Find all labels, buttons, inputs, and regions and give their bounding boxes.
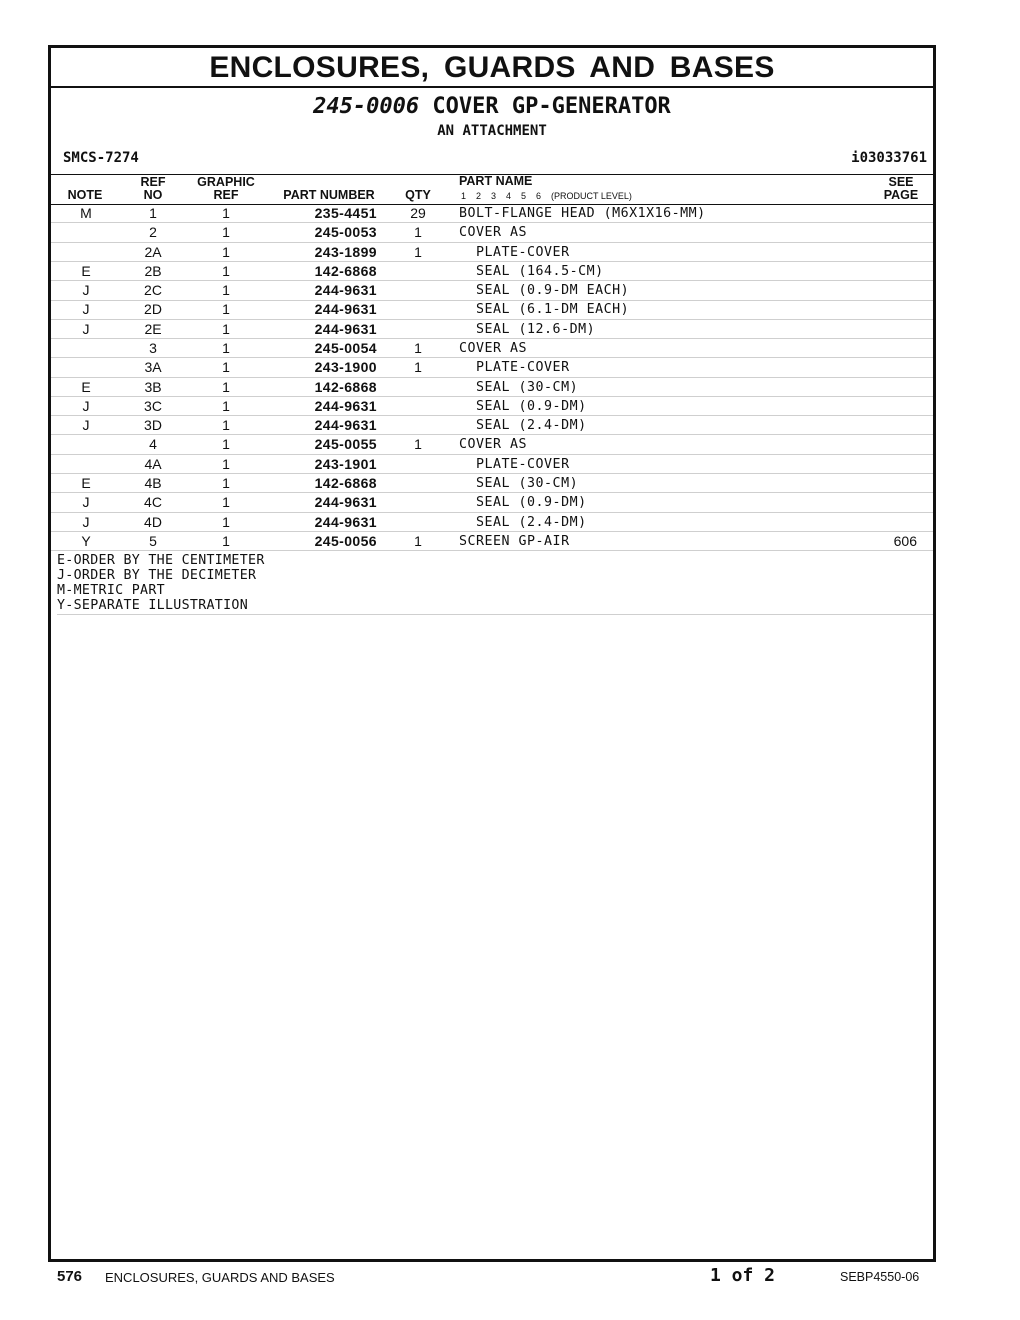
row-qty: 29 xyxy=(410,205,426,221)
row-graphic-ref: 1 xyxy=(222,378,230,395)
row-part-number: 244-9631 xyxy=(314,301,377,318)
row-ref-no: 4D xyxy=(144,513,162,530)
section-title: ENCLOSURES, GUARDS AND BASES xyxy=(51,48,933,88)
row-note: J xyxy=(82,301,90,318)
row-note: E xyxy=(81,474,91,491)
col-ref-no-top: REF xyxy=(140,175,166,189)
table-row xyxy=(51,456,933,474)
table-row xyxy=(51,205,933,223)
table-row xyxy=(51,494,933,512)
group-name: COVER GP-GENERATOR xyxy=(432,94,671,119)
row-part-number: 244-9631 xyxy=(314,513,377,530)
row-part-number: 142-6868 xyxy=(314,378,377,395)
row-part-number: 245-0053 xyxy=(314,224,377,241)
col-product-level: 1 2 3 4 5 6 (PRODUCT LEVEL) xyxy=(461,191,632,201)
row-ref-no: 4C xyxy=(144,494,162,511)
row-ref-no: 2B xyxy=(144,262,162,279)
row-qty: 1 xyxy=(414,436,422,453)
illustration-id: i03033761 xyxy=(851,150,927,166)
row-part-name: SCREEN GP-AIR xyxy=(459,533,570,549)
row-part-number: 244-9631 xyxy=(314,417,377,434)
row-graphic-ref: 1 xyxy=(222,436,230,453)
table-row xyxy=(51,514,933,532)
row-graphic-ref: 1 xyxy=(222,359,230,376)
row-part-name: BOLT-FLANGE HEAD (M6X1X16-MM) xyxy=(459,206,706,221)
row-part-number: 243-1901 xyxy=(314,455,377,472)
note-line: M-METRIC PART xyxy=(57,583,165,599)
row-part-number: 245-0055 xyxy=(314,436,377,453)
row-note: J xyxy=(82,282,90,299)
row-part-name: SEAL (164.5-CM) xyxy=(459,263,604,279)
row-part-name: SEAL (0.9-DM) xyxy=(459,495,587,511)
row-part-name: SEAL (0.9-DM) xyxy=(459,398,587,414)
table-row xyxy=(51,301,933,319)
row-graphic-ref: 1 xyxy=(222,494,230,511)
notes-legend xyxy=(57,553,933,615)
row-note: J xyxy=(82,494,90,511)
row-graphic-ref: 1 xyxy=(222,474,230,491)
col-graphic-ref-bottom: REF xyxy=(213,188,239,202)
row-ref-no: 5 xyxy=(149,532,157,549)
row-part-number: 245-0054 xyxy=(314,339,377,356)
row-part-name: COVER AS xyxy=(459,437,528,453)
row-qty: 1 xyxy=(414,243,422,260)
row-qty: 1 xyxy=(414,224,422,241)
row-ref-no: 3D xyxy=(144,417,162,434)
table-row xyxy=(51,224,933,242)
row-note: Y xyxy=(81,532,91,549)
row-ref-no: 3A xyxy=(144,359,162,376)
row-part-name: COVER AS xyxy=(459,225,528,241)
table-row xyxy=(51,340,933,358)
row-ref-no: 3 xyxy=(149,339,157,356)
row-part-number: 243-1899 xyxy=(314,243,377,260)
footer-page-number: 576 xyxy=(57,1268,83,1285)
table-row xyxy=(51,321,933,339)
table-row xyxy=(51,379,933,397)
footer-document-id: SEBP4550-06 xyxy=(840,1270,920,1284)
group-number: 245-0006 xyxy=(313,94,420,119)
footer-page-of: 1 of 2 xyxy=(710,1265,776,1286)
note-line: E-ORDER BY THE CENTIMETER xyxy=(57,553,265,569)
row-see-page: 606 xyxy=(893,532,917,549)
row-graphic-ref: 1 xyxy=(222,205,230,221)
row-ref-no: 2D xyxy=(144,301,162,318)
row-part-name: COVER AS xyxy=(459,340,528,356)
row-graphic-ref: 1 xyxy=(222,282,230,299)
row-ref-no: 1 xyxy=(149,205,157,221)
table-row xyxy=(51,263,933,281)
parts-list xyxy=(51,205,933,552)
col-see-page-bottom: PAGE xyxy=(883,188,919,202)
row-part-number: 235-4451 xyxy=(314,205,377,221)
row-ref-no: 4B xyxy=(144,474,162,491)
col-ref-no-bottom: NO xyxy=(143,188,163,202)
row-qty: 1 xyxy=(414,339,422,356)
row-note: J xyxy=(82,513,90,530)
table-row xyxy=(51,282,933,300)
smcs-code: SMCS-7274 xyxy=(63,150,139,166)
row-graphic-ref: 1 xyxy=(222,397,230,414)
row-note: E xyxy=(81,378,91,395)
row-note: J xyxy=(82,417,90,434)
row-graphic-ref: 1 xyxy=(222,262,230,279)
row-graphic-ref: 1 xyxy=(222,417,230,434)
row-graphic-ref: 1 xyxy=(222,320,230,337)
row-part-name: PLATE-COVER xyxy=(459,360,570,376)
row-part-name: SEAL (12.6-DM) xyxy=(459,321,596,337)
row-part-number: 244-9631 xyxy=(314,494,377,511)
row-part-number: 244-9631 xyxy=(314,397,377,414)
row-ref-no: 3B xyxy=(144,378,162,395)
row-part-number: 243-1900 xyxy=(314,359,377,376)
row-part-number: 142-6868 xyxy=(314,262,377,279)
table-header xyxy=(51,174,933,205)
row-part-number: 244-9631 xyxy=(314,282,377,299)
footer-section: ENCLOSURES, GUARDS AND BASES xyxy=(105,1270,335,1285)
row-note: M xyxy=(80,205,92,221)
row-part-number: 245-0056 xyxy=(314,532,377,549)
row-graphic-ref: 1 xyxy=(222,339,230,356)
col-part-number: PART NUMBER xyxy=(283,188,375,202)
row-ref-no: 2E xyxy=(144,320,162,337)
row-ref-no: 3C xyxy=(144,397,162,414)
subtitle: AN ATTACHMENT xyxy=(437,123,547,139)
row-part-name: SEAL (0.9-DM EACH) xyxy=(459,283,630,299)
note-line: J-ORDER BY THE DECIMETER xyxy=(57,568,257,584)
row-part-name: SEAL (6.1-DM EACH) xyxy=(459,302,630,318)
row-graphic-ref: 1 xyxy=(222,532,230,549)
row-part-name: SEAL (2.4-DM) xyxy=(459,514,587,530)
table-row xyxy=(51,398,933,416)
col-graphic-ref-top: GRAPHIC xyxy=(197,175,255,189)
group-title xyxy=(51,94,933,120)
col-note: NOTE xyxy=(67,188,103,202)
row-part-name: PLATE-COVER xyxy=(459,456,570,472)
row-ref-no: 2C xyxy=(144,282,162,299)
table-row xyxy=(51,244,933,262)
col-see-page-top: SEE xyxy=(888,175,914,189)
row-graphic-ref: 1 xyxy=(222,301,230,318)
row-part-name: SEAL (30-CM) xyxy=(459,475,579,491)
row-note: E xyxy=(81,262,91,279)
note-line: Y-SEPARATE ILLUSTRATION xyxy=(57,598,249,614)
row-part-name: SEAL (2.4-DM) xyxy=(459,418,587,434)
row-graphic-ref: 1 xyxy=(222,243,230,260)
col-part-name: PART NAME xyxy=(459,174,533,188)
page-frame xyxy=(48,45,936,1262)
row-qty: 1 xyxy=(414,532,422,549)
row-part-number: 142-6868 xyxy=(314,474,377,491)
row-ref-no: 2 xyxy=(149,224,157,241)
row-part-name: SEAL (30-CM) xyxy=(459,379,579,395)
row-graphic-ref: 1 xyxy=(222,513,230,530)
row-graphic-ref: 1 xyxy=(222,224,230,241)
page-footer xyxy=(0,1262,1020,1292)
col-qty: QTY xyxy=(405,188,431,202)
row-ref-no: 4 xyxy=(149,436,157,453)
row-part-name: PLATE-COVER xyxy=(459,244,570,260)
row-ref-no: 2A xyxy=(144,243,162,260)
table-row xyxy=(51,475,933,493)
table-row xyxy=(51,533,933,551)
row-ref-no: 4A xyxy=(144,455,162,472)
table-row xyxy=(51,359,933,377)
table-row xyxy=(51,417,933,435)
row-graphic-ref: 1 xyxy=(222,455,230,472)
row-qty: 1 xyxy=(414,359,422,376)
row-note: J xyxy=(82,397,90,414)
row-note: J xyxy=(82,320,90,337)
row-part-number: 244-9631 xyxy=(314,320,377,337)
table-row xyxy=(51,436,933,454)
